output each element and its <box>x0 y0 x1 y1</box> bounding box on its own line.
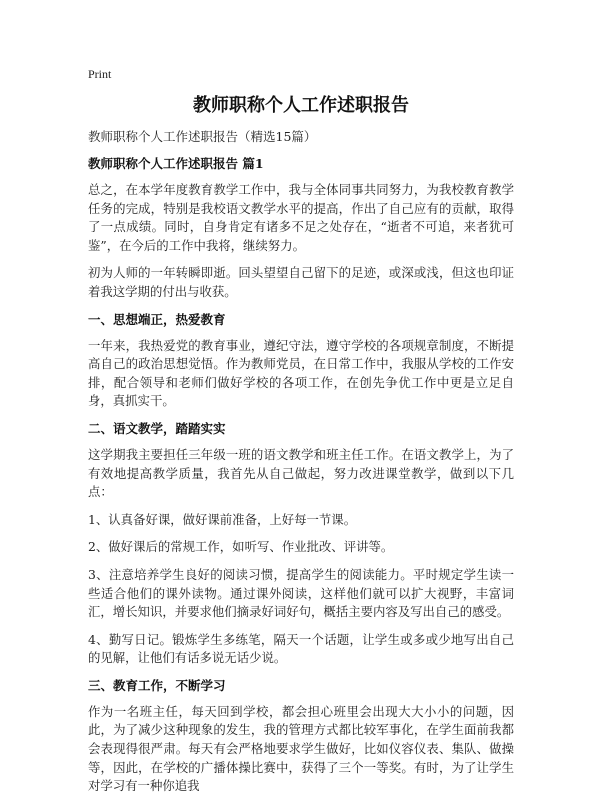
list-item: 3、注意培养学生良好的阅读习惯，提高学生的阅读能力。平时规定学生读一些适合他们的课外读物。通过课外阅读，这样他们就可以扩大视野，丰富词汇，增长知识，并要求他们摘录好词好句，概括主要内容及写出自己的感受。 <box>88 566 514 620</box>
paragraph-intro: 初为人师的一年转瞬即逝。回头望望自己留下的足迹，或深或浅，但这也印证着我这学期的付出与收获。 <box>88 265 514 299</box>
paragraph-teaching: 这学期我主要担任三年级一班的语文教学和班主任工作。在语文教学上，为了有效地提高教学质量，我首先从自己做起，努力改进课堂教学，做到以下几点： <box>88 446 514 500</box>
page-title: 教师职称个人工作述职报告 <box>193 95 409 116</box>
list-item: 4、勤写日记。锻炼学生多练笔，隔天一个话题，让学生或多或少地写出自己的见解，让他们有话多说无话少说。 <box>88 631 514 666</box>
heading-education-work: 三、教育工作，不断学习 <box>88 677 226 693</box>
list-item: 1、认真备好课，做好课前准备，上好每一节课。 <box>88 511 357 527</box>
heading-thought: 一、思想端正，热爱教育 <box>88 311 226 327</box>
print-link[interactable]: Print <box>88 67 112 81</box>
paragraph-class-teacher: 作为一名班主任，每天回到学校，都会担心班里会出现大大小小的问题，因此，为了减少这种现象的发生，我的管理方式都比较军事化，在学生面前我都会表现得很严肃。每天有会严格地要求学生做好，比如仪容仪表、集队、做操等，因此，在学校的广播体操比赛中，获得了三个一等奖。有时，为了让学生对学习有一种你追我 <box>88 703 514 794</box>
section-title: 教师职称个人工作述职报告 篇1 <box>88 156 264 171</box>
document-page <box>88 66 514 805</box>
document-subtitle: 教师职称个人工作述职报告（精选15篇） <box>88 129 317 144</box>
paragraph-summary: 总之，在本学年度教育教学工作中，我与全体同事共同努力，为我校教育教学任务的完成，特别是我校语文教学水平的提高，作出了自己应有的贡献，取得了一点成绩。同时，自身肯定有诸多不足之处存在，“逝者不可追，来者犹可鉴”，在今后的工作中我将，继续努力。 <box>88 182 514 253</box>
heading-chinese-teaching: 二、语文教学，踏踏实实 <box>88 420 226 436</box>
paragraph-thought: 一年来，我热爱党的教育事业，遵纪守法，遵守学校的各项规章制度，不断提高自己的政治思想觉悟。作为教师党员，在日常工作中，我服从学校的工作安排，配合领导和老师们做好学校的各项工作，在创先争优工作中更是立足自身，真抓实干。 <box>88 337 514 409</box>
list-item: 2、做好课后的常规工作，如听写、作业批改、评讲等。 <box>88 539 394 555</box>
